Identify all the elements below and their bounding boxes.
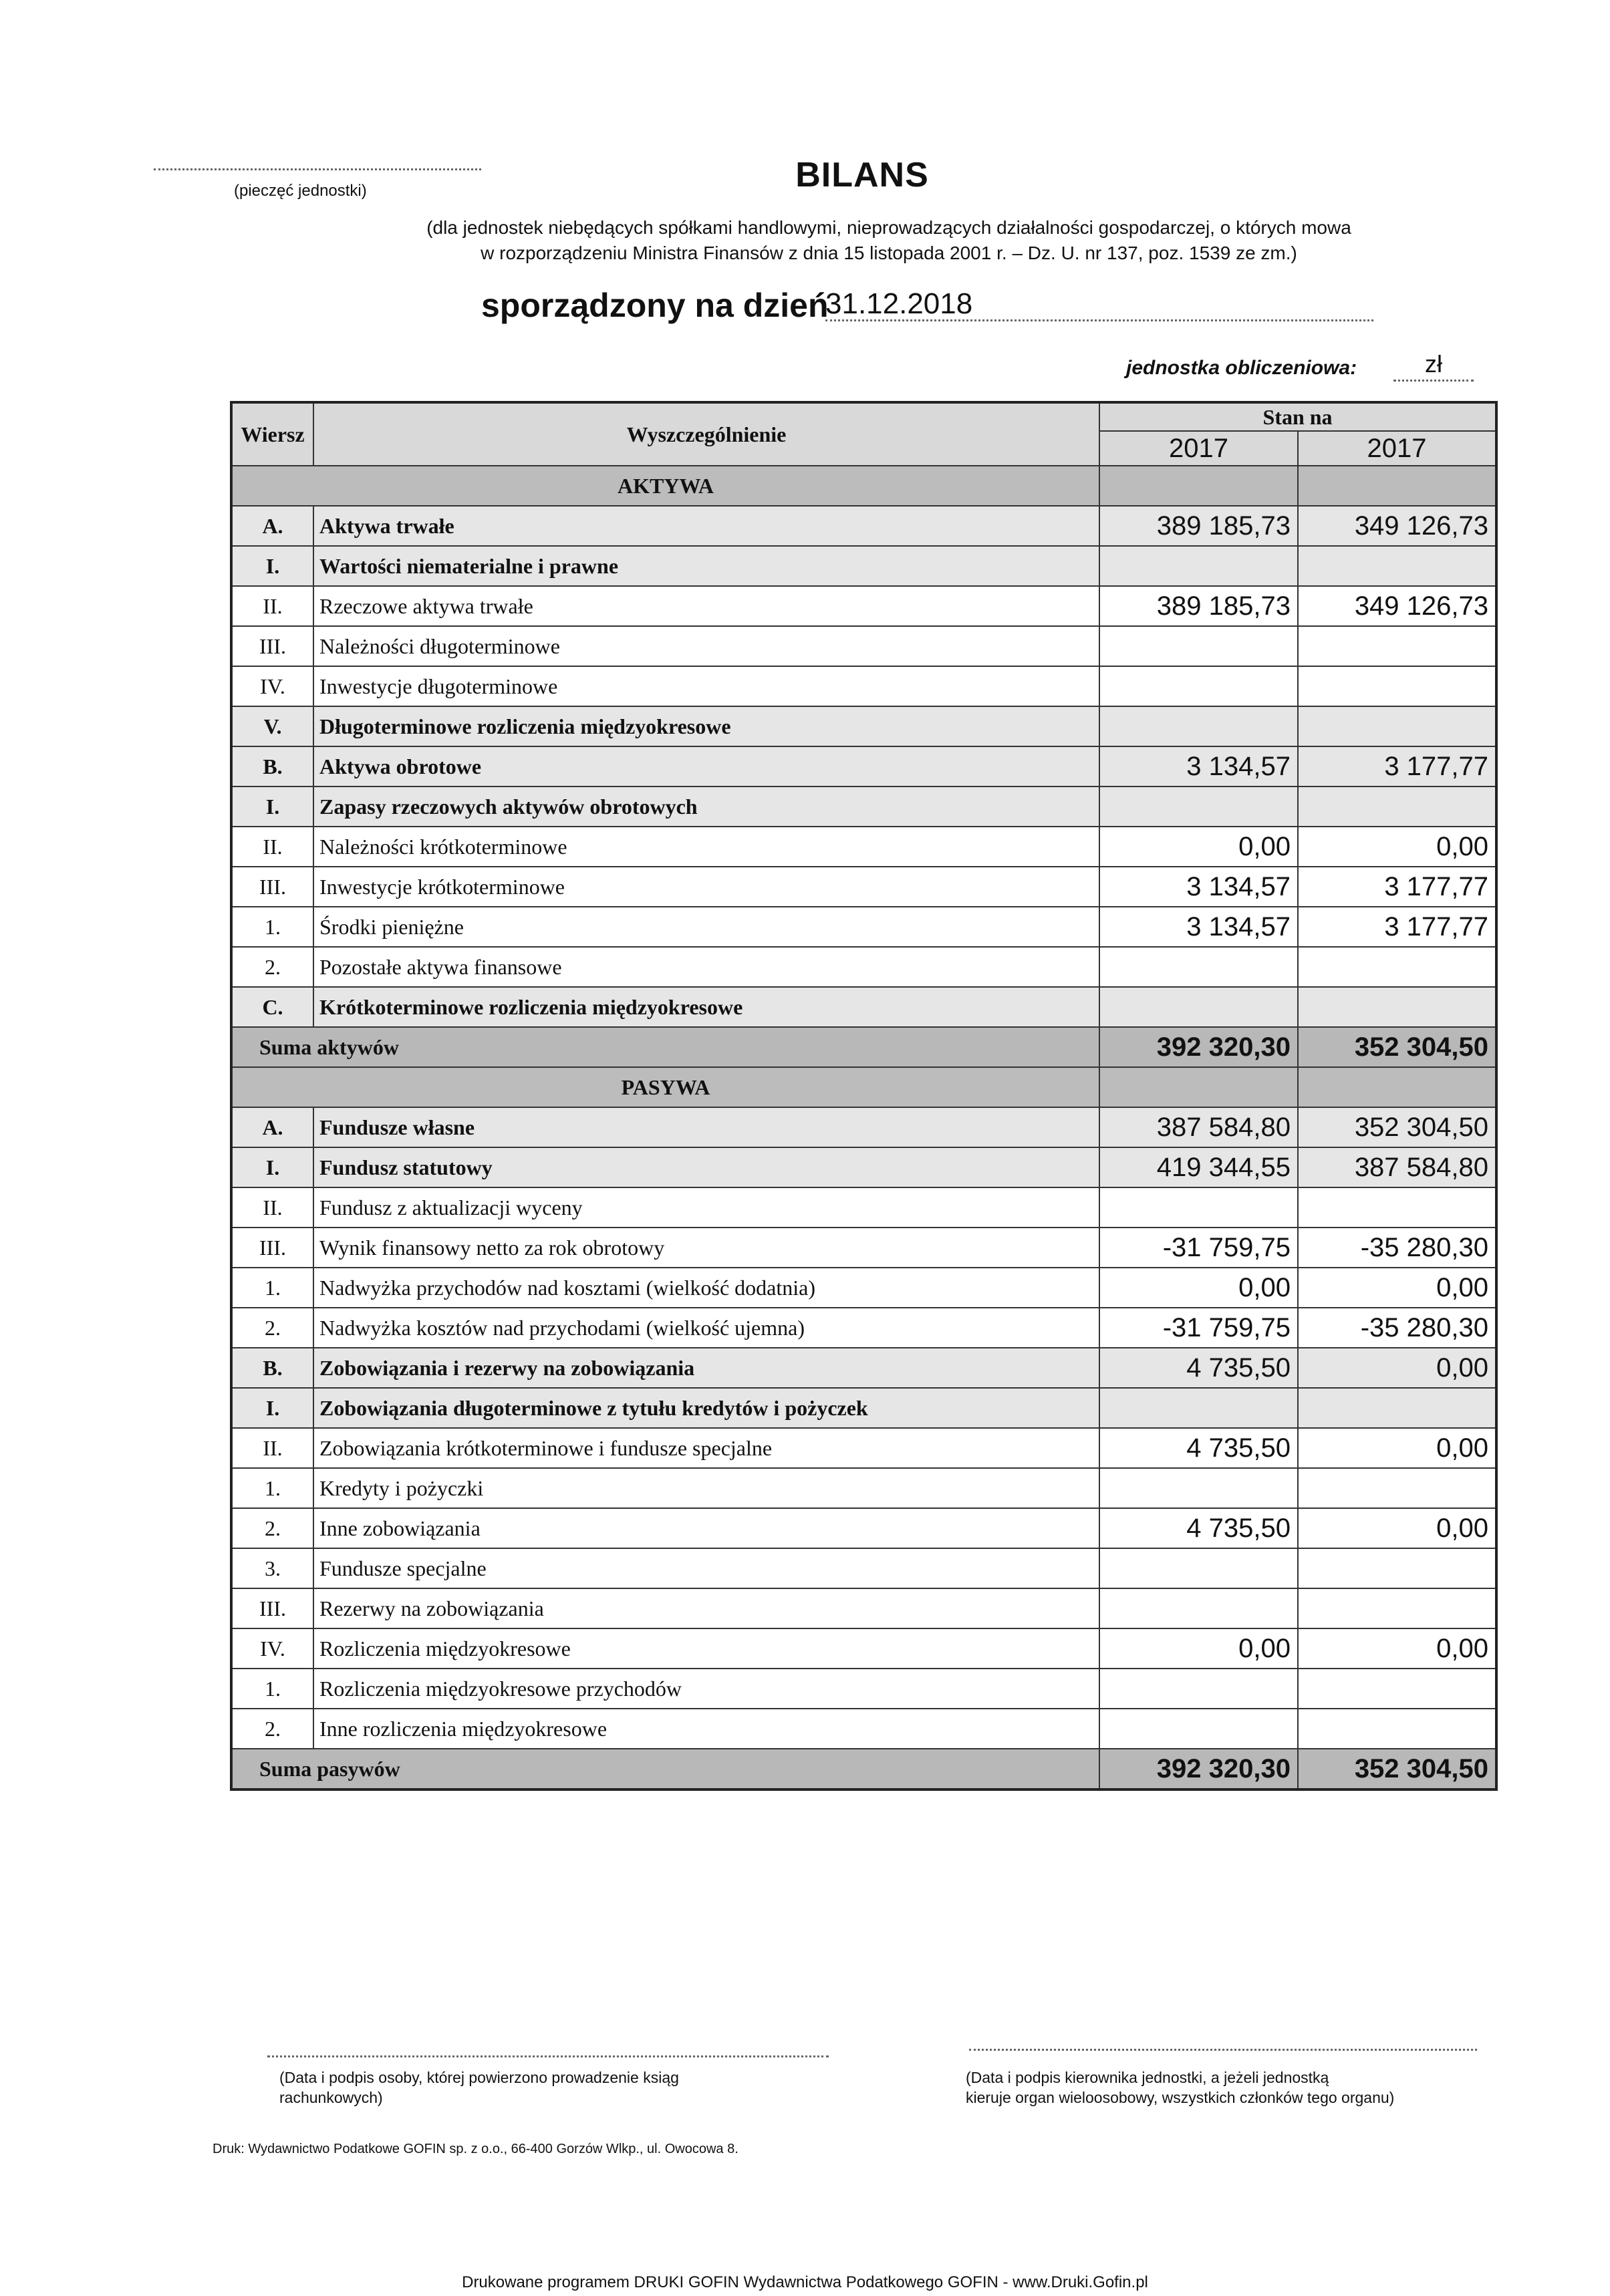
row-value-1 <box>1099 947 1298 987</box>
row-value-1: 389 185,73 <box>1099 506 1298 546</box>
section-aktywa-empty-2 <box>1298 466 1496 506</box>
row-code: 1. <box>231 907 313 947</box>
row-value-1 <box>1099 1669 1298 1709</box>
row-label: Zapasy rzeczowych aktywów obrotowych <box>313 786 1099 827</box>
row-value-2: 0,00 <box>1298 1268 1496 1308</box>
row-value-1 <box>1099 626 1298 666</box>
row-value-2 <box>1298 1669 1496 1709</box>
row-value-1: 3 134,57 <box>1099 907 1298 947</box>
row-value-1 <box>1099 1588 1298 1628</box>
row-code: I. <box>231 546 313 586</box>
stamp-label: (pieczęć jednostki) <box>234 182 367 200</box>
row-label: Nadwyżka kosztów nad przychodami (wielkość ujemna) <box>313 1308 1099 1348</box>
section-pasywa <box>231 1067 1496 1107</box>
row-code: I. <box>231 786 313 827</box>
section-pasywa-label: PASYWA <box>231 1067 1099 1107</box>
table-row <box>231 1588 1496 1628</box>
subtitle-line-2: w rozporządzeniu Ministra Finansów z dnia 15 listopada 2001 r. – Dz. U. nr 137, poz. 1539 ze zm.) <box>481 243 1297 263</box>
signature-label-accountant-line-2: rachunkowych) <box>279 2089 383 2106</box>
row-label: Rozliczenia międzyokresowe <box>313 1628 1099 1669</box>
table-row <box>231 1308 1496 1348</box>
signature-line-manager <box>969 2049 1477 2051</box>
table-row <box>231 1228 1496 1268</box>
table-row <box>231 987 1496 1027</box>
row-code: C. <box>231 987 313 1027</box>
row-label: Inwestycje krótkoterminowe <box>313 867 1099 907</box>
signature-label-manager-line-1: (Data i podpis kierownika jednostki, a jeżeli jednostką <box>966 2069 1329 2086</box>
document-subtitle <box>294 215 1484 266</box>
header-year-1: 2017 <box>1099 431 1298 466</box>
row-code: III. <box>231 867 313 907</box>
row-value-1: 387 584,80 <box>1099 1107 1298 1147</box>
table-header-row-1 <box>231 402 1496 431</box>
sum-aktywa-row-label: Suma aktywów <box>231 1027 1099 1067</box>
sum-aktywa-row-value-1: 392 320,30 <box>1099 1027 1298 1067</box>
row-value-2 <box>1298 1388 1496 1428</box>
row-value-1: 4 735,50 <box>1099 1508 1298 1548</box>
row-label: Fundusze specjalne <box>313 1548 1099 1588</box>
row-value-1 <box>1099 1388 1298 1428</box>
row-code: B. <box>231 1348 313 1388</box>
table-row <box>231 586 1496 626</box>
row-value-2 <box>1298 987 1496 1027</box>
table-row <box>231 1468 1496 1508</box>
row-label: Rzeczowe aktywa trwałe <box>313 586 1099 626</box>
table-row <box>231 1508 1496 1548</box>
table-row <box>231 947 1496 987</box>
row-code: 2. <box>231 1508 313 1548</box>
row-code: III. <box>231 1588 313 1628</box>
row-value-1 <box>1099 1468 1298 1508</box>
row-label: Fundusz statutowy <box>313 1147 1099 1187</box>
row-value-2 <box>1298 626 1496 666</box>
row-value-1 <box>1099 786 1298 827</box>
table-row <box>231 1628 1496 1669</box>
row-value-1 <box>1099 666 1298 706</box>
sum-pasywa-row-label: Suma pasywów <box>231 1749 1099 1789</box>
row-value-2: 0,00 <box>1298 827 1496 867</box>
section-aktywa-label: AKTYWA <box>231 466 1099 506</box>
row-code: V. <box>231 706 313 746</box>
header-wyszczegolnienie: Wyszczególnienie <box>313 402 1099 466</box>
row-code: 2. <box>231 1308 313 1348</box>
row-label: Inne zobowiązania <box>313 1508 1099 1548</box>
row-value-2: -35 280,30 <box>1298 1228 1496 1268</box>
date-field[interactable]: 31.12.2018 <box>825 287 1373 321</box>
row-value-2 <box>1298 546 1496 586</box>
table-row <box>231 506 1496 546</box>
table-row <box>231 827 1496 867</box>
row-label: Zobowiązania długoterminowe z tytułu kredytów i pożyczek <box>313 1388 1099 1428</box>
signature-label-manager-line-2: kieruje organ wieloosobowy, wszystkich członków tego organu) <box>966 2089 1395 2106</box>
row-value-2: 3 177,77 <box>1298 867 1496 907</box>
row-value-1 <box>1099 546 1298 586</box>
header-stan-na: Stan na <box>1099 402 1496 431</box>
program-note: Drukowane programem DRUKI GOFIN Wydawnictwa Podatkowego GOFIN - www.Druki.Gofin.pl <box>462 2273 1148 2291</box>
section-aktywa <box>231 466 1496 506</box>
row-code: 1. <box>231 1669 313 1709</box>
row-value-1: 419 344,55 <box>1099 1147 1298 1187</box>
row-code: I. <box>231 1388 313 1428</box>
row-value-1: 3 134,57 <box>1099 867 1298 907</box>
row-value-2: 349 126,73 <box>1298 506 1496 546</box>
row-label: Inwestycje długoterminowe <box>313 666 1099 706</box>
row-label: Należności długoterminowe <box>313 626 1099 666</box>
row-value-1: 389 185,73 <box>1099 586 1298 626</box>
row-label: Aktywa obrotowe <box>313 746 1099 786</box>
row-value-1: -31 759,75 <box>1099 1308 1298 1348</box>
section-pasywa-empty-2 <box>1298 1067 1496 1107</box>
row-value-2: 3 177,77 <box>1298 746 1496 786</box>
table-row <box>231 1348 1496 1388</box>
table-row <box>231 1147 1496 1187</box>
table-row <box>231 626 1496 666</box>
row-code: A. <box>231 1107 313 1147</box>
table-row <box>231 1548 1496 1588</box>
row-label: Długoterminowe rozliczenia międzyokresowe <box>313 706 1099 746</box>
row-label: Fundusz z aktualizacji wyceny <box>313 1187 1099 1228</box>
unit-field[interactable]: zł <box>1393 350 1474 382</box>
row-code: 1. <box>231 1468 313 1508</box>
row-label: Wynik finansowy netto za rok obrotowy <box>313 1228 1099 1268</box>
row-value-2 <box>1298 1468 1496 1508</box>
row-value-2: 352 304,50 <box>1298 1107 1496 1147</box>
row-value-2: 0,00 <box>1298 1508 1496 1548</box>
row-label: Środki pieniężne <box>313 907 1099 947</box>
row-value-1: 4 735,50 <box>1099 1428 1298 1468</box>
row-value-1: 4 735,50 <box>1099 1348 1298 1388</box>
table-row <box>231 1709 1496 1749</box>
table-row <box>231 546 1496 586</box>
row-value-1 <box>1099 1709 1298 1749</box>
row-label: Kredyty i pożyczki <box>313 1468 1099 1508</box>
table-row <box>231 1107 1496 1147</box>
row-label: Inne rozliczenia międzyokresowe <box>313 1709 1099 1749</box>
row-value-2 <box>1298 1548 1496 1588</box>
sum-pasywa-row-value-1: 392 320,30 <box>1099 1749 1298 1789</box>
sum-aktywa-row-value-2: 352 304,50 <box>1298 1027 1496 1067</box>
row-value-1 <box>1099 987 1298 1027</box>
row-label: Zobowiązania i rezerwy na zobowiązania <box>313 1348 1099 1388</box>
row-code: II. <box>231 586 313 626</box>
row-value-2 <box>1298 947 1496 987</box>
row-code: B. <box>231 746 313 786</box>
row-value-1: 0,00 <box>1099 1268 1298 1308</box>
row-value-1 <box>1099 1548 1298 1588</box>
table-row <box>231 867 1496 907</box>
row-value-2: 0,00 <box>1298 1628 1496 1669</box>
row-code: I. <box>231 1147 313 1187</box>
sum-aktywa-row <box>231 1027 1496 1067</box>
table-row <box>231 786 1496 827</box>
row-code: II. <box>231 1187 313 1228</box>
sum-pasywa-row-value-2: 352 304,50 <box>1298 1749 1496 1789</box>
row-code: 2. <box>231 1709 313 1749</box>
row-value-1: 0,00 <box>1099 1628 1298 1669</box>
header-year-2: 2017 <box>1298 431 1496 466</box>
row-value-2 <box>1298 786 1496 827</box>
row-label: Nadwyżka przychodów nad kosztami (wielkość dodatnia) <box>313 1268 1099 1308</box>
row-label: Należności krótkoterminowe <box>313 827 1099 867</box>
row-code: A. <box>231 506 313 546</box>
subtitle-line-1: (dla jednostek niebędących spółkami handlowymi, nieprowadzących działalności gospodarczej, o których mowa <box>426 217 1351 238</box>
balance-sheet-table <box>230 401 1498 1791</box>
header-wiersz: Wiersz <box>231 402 313 466</box>
row-label: Zobowiązania krótkoterminowe i fundusze specjalne <box>313 1428 1099 1468</box>
table-row <box>231 746 1496 786</box>
signature-label-accountant-line-1: (Data i podpis osoby, której powierzono prowadzenie ksiąg <box>279 2069 679 2086</box>
table-row <box>231 666 1496 706</box>
date-label: sporządzony na dzień <box>481 287 829 324</box>
row-value-1: 0,00 <box>1099 827 1298 867</box>
row-value-2 <box>1298 666 1496 706</box>
table-row <box>231 1669 1496 1709</box>
document-title: BILANS <box>795 156 929 194</box>
section-pasywa-empty-1 <box>1099 1067 1298 1107</box>
row-value-2: 349 126,73 <box>1298 586 1496 626</box>
sum-pasywa-row <box>231 1749 1496 1789</box>
row-label: Fundusze własne <box>313 1107 1099 1147</box>
table-row <box>231 1268 1496 1308</box>
row-code: 3. <box>231 1548 313 1588</box>
row-code: 2. <box>231 947 313 987</box>
row-value-2 <box>1298 1709 1496 1749</box>
section-aktywa-empty-1 <box>1099 466 1298 506</box>
row-value-1: -31 759,75 <box>1099 1228 1298 1268</box>
row-value-2 <box>1298 1588 1496 1628</box>
row-value-2: 387 584,80 <box>1298 1147 1496 1187</box>
row-code: 1. <box>231 1268 313 1308</box>
unit-label: jednostka obliczeniowa: <box>1126 357 1357 379</box>
row-value-1: 3 134,57 <box>1099 746 1298 786</box>
row-label: Rozliczenia międzyokresowe przychodów <box>313 1669 1099 1709</box>
row-value-2: -35 280,30 <box>1298 1308 1496 1348</box>
row-value-2: 0,00 <box>1298 1348 1496 1388</box>
row-value-2: 0,00 <box>1298 1428 1496 1468</box>
row-code: III. <box>231 1228 313 1268</box>
row-label: Krótkoterminowe rozliczenia międzyokresowe <box>313 987 1099 1027</box>
table-row <box>231 907 1496 947</box>
signature-label-accountant <box>279 2067 814 2108</box>
table-row <box>231 1388 1496 1428</box>
signature-line-accountant <box>267 2055 829 2057</box>
row-label: Wartości niematerialne i prawne <box>313 546 1099 586</box>
table-row <box>231 706 1496 746</box>
row-code: IV. <box>231 666 313 706</box>
row-code: III. <box>231 626 313 666</box>
row-value-2 <box>1298 1187 1496 1228</box>
row-label: Aktywa trwałe <box>313 506 1099 546</box>
row-code: II. <box>231 827 313 867</box>
row-code: IV. <box>231 1628 313 1669</box>
row-label: Rezerwy na zobowiązania <box>313 1588 1099 1628</box>
row-code: II. <box>231 1428 313 1468</box>
row-value-2 <box>1298 706 1496 746</box>
row-value-1 <box>1099 1187 1298 1228</box>
row-value-1 <box>1099 706 1298 746</box>
table-row <box>231 1428 1496 1468</box>
row-value-2: 3 177,77 <box>1298 907 1496 947</box>
row-label: Pozostałe aktywa finansowe <box>313 947 1099 987</box>
printer-note: Druk: Wydawnictwo Podatkowe GOFIN sp. z o.o., 66-400 Gorzów Wlkp., ul. Owocowa 8. <box>213 2142 739 2156</box>
signature-label-manager <box>966 2067 1514 2108</box>
table-row <box>231 1187 1496 1228</box>
